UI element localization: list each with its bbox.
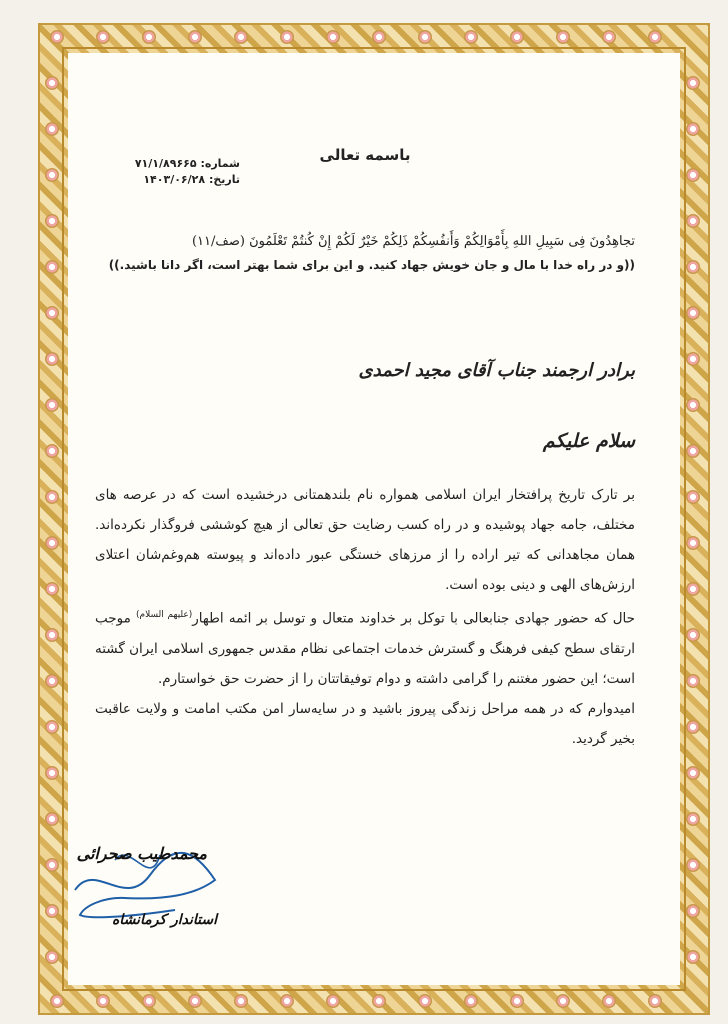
flower-ornament <box>686 214 700 228</box>
flower-ornament <box>686 720 700 734</box>
quran-verse: تجاهِدُونَ فِی سَبِیلِ اللهِ بِأَمْوَالِکُمْ وَأَنفُسِکُمْ ذَلِکُمْ خَیْرٌ لَکُمْ إِنْ کُنتُمْ تَعْلَمُونَ (صف/۱۱) <box>191 234 635 249</box>
flower-ornament <box>326 30 340 44</box>
flower-ornament <box>96 30 110 44</box>
flower-ornament <box>45 168 59 182</box>
flower-ornament <box>648 30 662 44</box>
flower-ornament <box>686 628 700 642</box>
header-title: باسمه تعالی <box>319 146 411 164</box>
flower-ornament <box>45 674 59 688</box>
flower-ornament <box>45 444 59 458</box>
flower-ornament <box>234 30 248 44</box>
paragraph-2-end: موجب ارتقای سطح کیفی فرهنگ و گسترش خدمات اجتماعی نظام مقدس جمهوری اسلامی ایران گشته است؛ این حضور مغتنم را گرامی داشته و دوام توفیقاتتان را از حضرت حق خواستارم. <box>95 610 635 687</box>
flower-ornament <box>686 122 700 136</box>
flower-ornament <box>372 994 386 1008</box>
flower-ornament <box>188 994 202 1008</box>
flower-ornament <box>280 994 294 1008</box>
flower-ornament <box>686 398 700 412</box>
flower-ornament <box>686 260 700 274</box>
flower-ornament <box>418 994 432 1008</box>
flower-ornament <box>45 306 59 320</box>
flower-ornament <box>686 950 700 964</box>
flower-ornament <box>686 536 700 550</box>
flower-ornament <box>686 444 700 458</box>
paragraph-2 <box>95 600 635 694</box>
flower-ornament <box>45 398 59 412</box>
flower-ornament <box>142 994 156 1008</box>
letter-body <box>95 480 635 754</box>
flower-ornament <box>648 994 662 1008</box>
flower-ornament <box>602 994 616 1008</box>
honorific: (علیهم السلام) <box>136 610 193 620</box>
flower-ornament <box>45 766 59 780</box>
flower-ornament <box>45 260 59 274</box>
paragraph-3: امیدوارم که در همه مراحل زندگی پیروز باشید و در سایه‌سار امن مکتب امامت و ولایت عاقبت بخیر گردید. <box>95 700 635 747</box>
flower-ornament <box>686 490 700 504</box>
flower-ornament <box>686 168 700 182</box>
date-row <box>135 172 240 188</box>
signature-block <box>55 820 225 960</box>
flower-ornament <box>686 674 700 688</box>
flower-ornament <box>45 628 59 642</box>
flower-ornament <box>556 30 570 44</box>
flower-ornament <box>686 904 700 918</box>
signature-scribble-icon <box>55 820 225 960</box>
flower-ornament <box>464 30 478 44</box>
flower-ornament <box>686 352 700 366</box>
letter <box>76 130 636 950</box>
flower-ornament <box>50 994 64 1008</box>
flower-ornament <box>686 306 700 320</box>
flower-ornament <box>142 30 156 44</box>
flower-ornament <box>510 994 524 1008</box>
flower-ornament <box>45 490 59 504</box>
flower-ornament <box>188 30 202 44</box>
flower-ornament <box>45 122 59 136</box>
number-row <box>135 156 240 172</box>
flower-ornament <box>686 858 700 872</box>
flower-ornament <box>45 582 59 596</box>
flower-ornament <box>96 994 110 1008</box>
flower-ornament <box>50 30 64 44</box>
flower-ornament <box>45 536 59 550</box>
flower-ornament <box>326 994 340 1008</box>
recipient: برادر ارجمند جناب آقای مجید احمدی <box>358 360 635 381</box>
flower-ornament <box>372 30 386 44</box>
paragraph-2-start: حال که حضور جهادی جنابعالی با توکل بر خداوند متعال و توسل بر ائمه اطهار <box>192 610 636 627</box>
flower-ornament <box>45 720 59 734</box>
letter-meta <box>135 156 240 188</box>
flower-ornament <box>234 994 248 1008</box>
flower-ornament <box>45 352 59 366</box>
flower-ornament <box>686 76 700 90</box>
greeting: سلام علیکم <box>542 430 635 452</box>
flower-ornament <box>556 994 570 1008</box>
flower-ornament <box>602 30 616 44</box>
flower-ornament <box>510 30 524 44</box>
date-label: تاریخ: <box>208 173 240 186</box>
signer-name: محمدطیب صحرائی <box>76 844 207 863</box>
number-value: ۷۱/۱/۸۹۶۶۵ <box>134 157 197 170</box>
flower-ornament <box>686 582 700 596</box>
paragraph-1: بر تارک تاریخ پرافتخار ایران اسلامی همواره نام بلندهمتانی درخشیده است که در عرصه های مختلف، جامه جهاد پوشیده و در راه کسب رضایت حق تعالی از هیچ کوششی فروگذار نکرده‌اند. همان مجاهدانی که تیر اراده را از مرزهای خستگی عبور داده‌اند و پیوسته هم‌وغم‌شان اعتلای ارزش‌های الهی و دینی بوده است. <box>95 487 635 593</box>
flower-ornament <box>464 994 478 1008</box>
flower-ornament <box>45 76 59 90</box>
signer-title: استاندار کرمانشاه <box>111 912 217 928</box>
flower-ornament <box>45 214 59 228</box>
flower-ornament <box>418 30 432 44</box>
number-label: شماره: <box>200 157 240 170</box>
flower-ornament <box>280 30 294 44</box>
date-value: ۱۴۰۳/۰۶/۲۸ <box>143 173 206 186</box>
verse-translation: ((و در راه خدا با مال و جان خویش جهاد کنید. و این برای شما بهتر است، اگر دانا باشید.)) <box>108 258 635 272</box>
flower-ornament <box>686 766 700 780</box>
flower-ornament <box>686 812 700 826</box>
